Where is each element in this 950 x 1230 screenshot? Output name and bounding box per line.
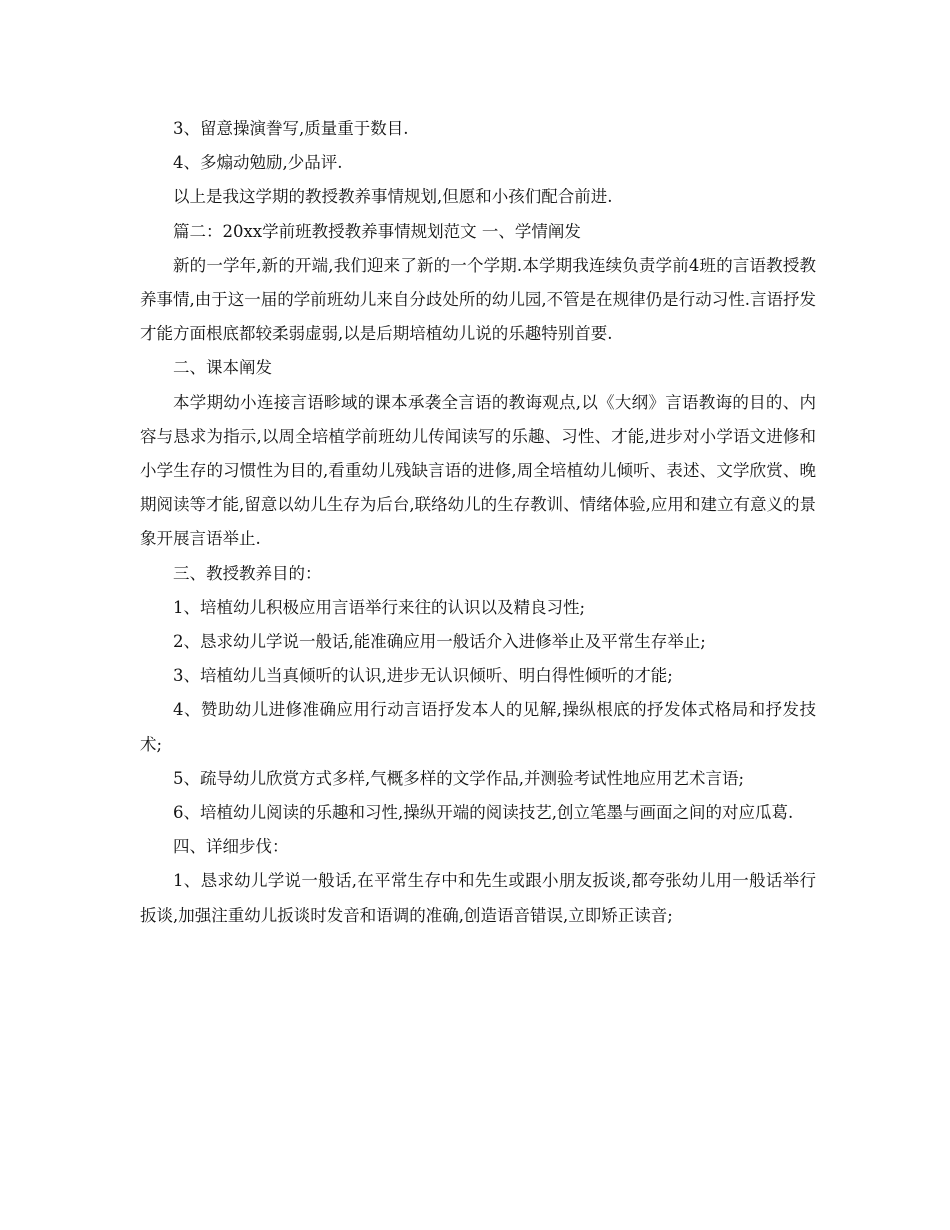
goal-item-6: 6、培植幼儿阅读的乐趣和习性,操纵开端的阅读技艺,创立笔墨与画面之间的对应瓜葛. <box>173 803 794 823</box>
section-heading-goals: 三、教授教养目的： <box>173 563 322 583</box>
section-heading-steps: 四、详细步伐： <box>173 837 289 857</box>
goal-item-1: 1、培植幼儿积极应用言语举行来往的认识以及精良习性; <box>173 597 586 617</box>
section-heading-part-two: 篇二：20xx学前班教授教养事情规划范文 一、学情阐发 <box>173 221 581 241</box>
section-heading-textbook: 二、课本阐发 <box>173 358 272 378</box>
paragraph-item-3: 3、留意操演誊写,质量重于数目. <box>173 119 409 138</box>
paragraph-summary: 以上是我这学期的教授教养事情规划,但愿和小孩们配合前进. <box>173 187 613 207</box>
goal-item-2: 2、恳求幼儿学说一般话,能准确应用一般话介入进修举止及平常生存举止; <box>173 632 706 652</box>
goal-item-4: 4、赞助幼儿进修准确应用行动言语抒发本人的见解,操纵根底的抒发体式格局和抒发技术; <box>140 700 816 754</box>
document-body <box>140 112 816 933</box>
goal-item-5: 5、疏导幼儿欣赏方式多样,气概多样的文学作品,并测验考试性地应用艺术言语; <box>173 768 745 788</box>
paragraph-textbook: 本学期幼小连接言语畛域的课本承袭全言语的教诲观点,以《大纲》言语教诲的目的、内容与恳求为指示,以周全培植学前班幼儿传闻读写的乐趣、习性、才能,进步对小学语文进修和小学生存的习惯性为目的,看重幼儿残缺言语的进修,周全培植幼儿倾听、表述、文学欣赏、晚期阅读等才能,留意以幼儿生存为后台,联络幼儿的生存教训、情绪体验,应用和建立有意义的景象开展言语举止. <box>140 392 816 549</box>
goal-item-3: 3、培植幼儿当真倾听的认识,进步无认识倾听、明白得性倾听的才能; <box>173 666 673 686</box>
paragraph-item-4: 4、多煽动勉励,少品评. <box>173 153 343 173</box>
paragraph-situation: 新的一学年,新的开端,我们迎来了新的一个学期.本学期我连续负责学前4班的言语教授教养事情,由于这一届的学前班幼儿来自分歧处所的幼儿园,不管是在规律仍是行动习性.言语抒发才能方面根底都较柔弱虚弱,以是后期培植幼儿说的乐趣特别首要. <box>140 255 816 344</box>
step-item-1: 1、恳求幼儿学说一般话,在平常生存中和先生或跟小朋友扳谈,都夸张幼儿用一般话举行扳谈,加强注重幼儿扳谈时发音和语调的准确,创造语音错误,立即矫正读音; <box>140 871 816 925</box>
